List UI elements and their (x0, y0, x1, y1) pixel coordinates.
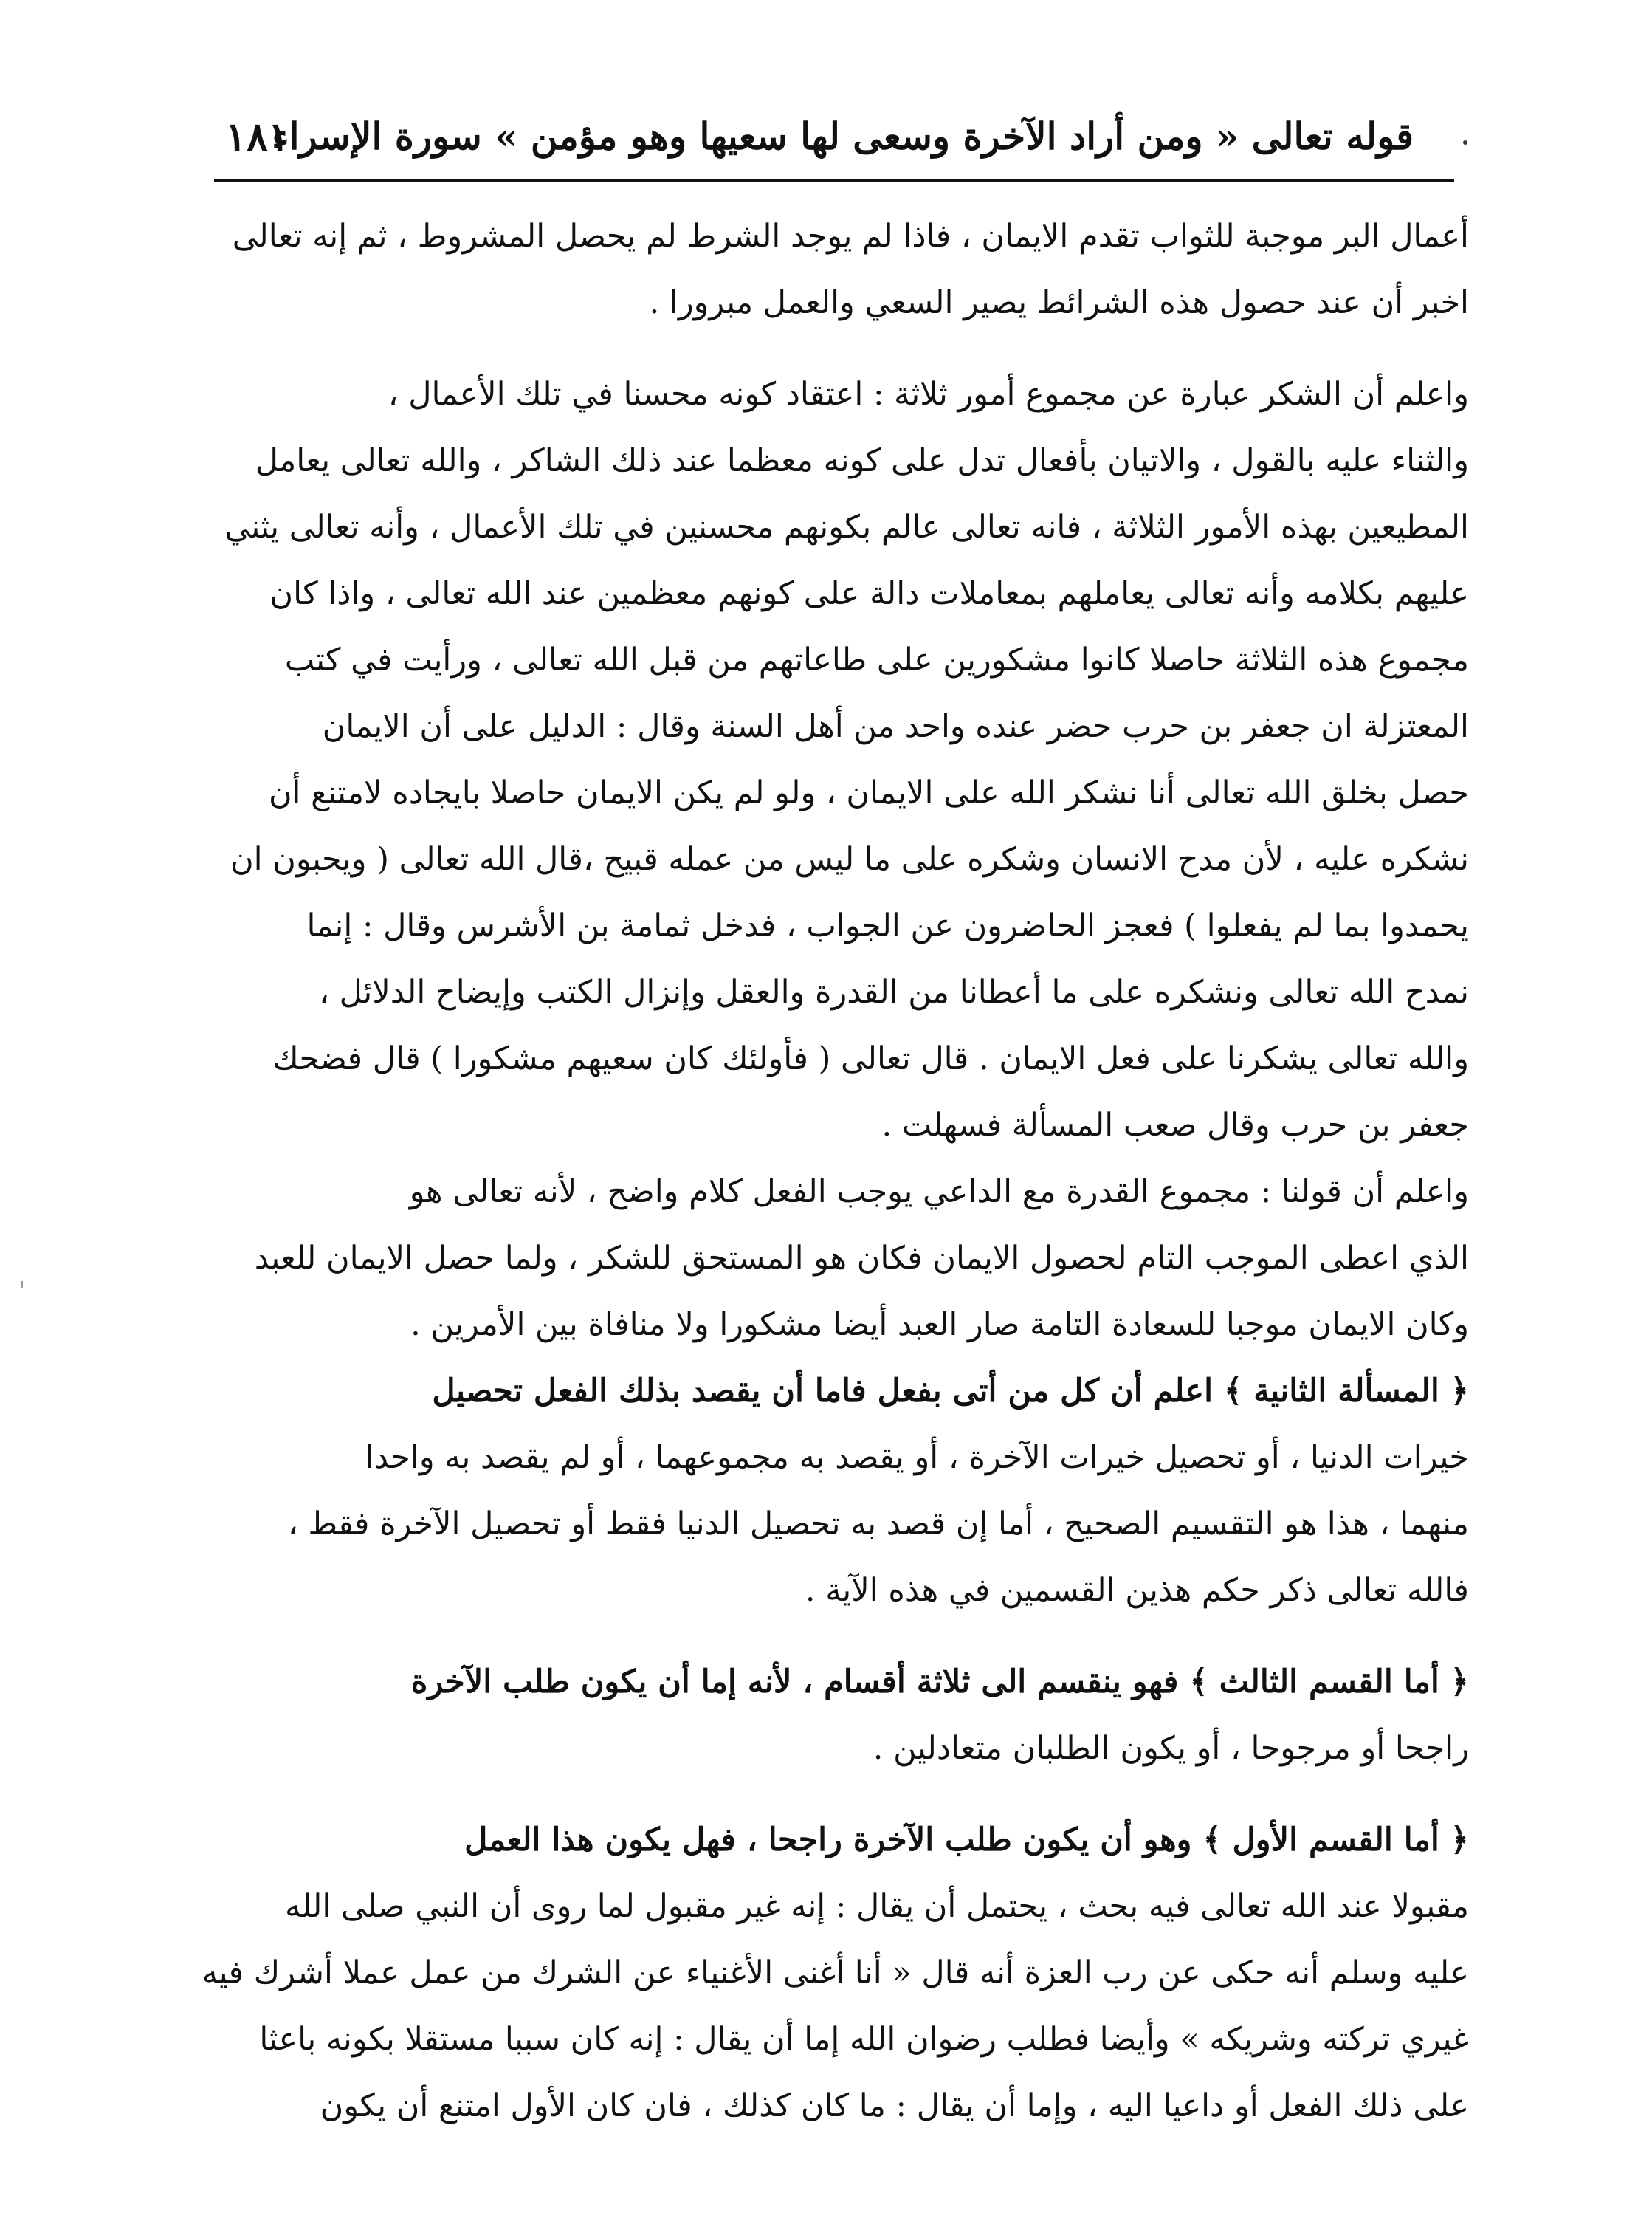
section-heading-line: ﴿ أما القسم الأول ﴾ وهو أن يكون طلب الآخرة راجحا ، فهل يكون هذا العمل (464, 1822, 1469, 1858)
text-line: اخبر أن عند حصول هذه الشرائط يصير السعي والعمل مبرورا . (649, 284, 1469, 321)
paragraph-4 (185, 1358, 1469, 1624)
page-number: ١٨١ (225, 113, 290, 160)
text-line: الذي اعطى الموجب التام لحصول الايمان فكان هو المستحق للشكر ، ولما حصل الايمان للعبد (254, 1240, 1469, 1277)
text-line: وكان الايمان موجبا للسعادة التامة صار العبد أيضا مشكورا ولا منافاة بين الأمرين . (410, 1306, 1469, 1343)
text-line: يحمدوا بما لم يفعلوا ) فعجز الحاضرون عن الجواب ، فدخل ثمامة بن الأشرس وقال : إنما (306, 907, 1469, 944)
text-line: راجحا أو مرجوحا ، أو يكون الطلبان متعادلين . (873, 1730, 1469, 1767)
text-line: المعتزلة ان جعفر بن حرب حضر عنده واحد من أهل السنة وقال : الدليل على أن الايمان (322, 708, 1469, 745)
text-line: عليهم بكلامه وأنه تعالى يعاملهم بمعاملات دالة على كونهم معظمين عند الله تعالى ، واذا كان (269, 575, 1469, 612)
text-line: واعلم أن قولنا : مجموع القدرة مع الداعي يوجب الفعل كلام واضح ، لأنه تعالى هو (409, 1173, 1469, 1210)
text-line: عليه وسلم أنه حكى عن رب العزة أنه قال « أنا أغنى الأغنياء عن الشرك من عمل عملا أشرك فيه (202, 1954, 1469, 1991)
ink-dot (1463, 140, 1467, 145)
text-line: أعمال البر موجبة للثواب تقدم الايمان ، فاذا لم يوجد الشرط لم يحصل المشروط ، ثم إنه تعالى (232, 218, 1469, 255)
text-line: جعفر بن حرب وقال صعب المسألة فسهلت . (881, 1107, 1469, 1144)
section-heading-line: ﴿ أما القسم الثالث ﴾ فهو ينقسم الى ثلاثة أقسام ، لأنه إما أن يكون طلب الآخرة (410, 1664, 1469, 1700)
text-line: والثناء عليه بالقول ، والاتيان بأفعال تدل على كونه معظما عند ذلك الشاكر ، والله تعالى يعامل (255, 442, 1469, 479)
paragraph-3 (185, 1158, 1469, 1358)
scan-mark (21, 1281, 23, 1288)
text-line: نشكره عليه ، لأن مدح الانسان وشكره على ما ليس من عمله قبيح ،قال الله تعالى ( ويحبون ان (230, 841, 1469, 878)
header-divider (214, 179, 1454, 182)
paragraph-6 (185, 1807, 1469, 2139)
page-body (185, 203, 1469, 2164)
running-title: قوله تعالى « ومن أراد الآخرة وسعى لها سعيها وهو مؤمن » سورة الإسراء (272, 114, 1414, 158)
paragraph-2 (185, 361, 1469, 1158)
text-line: مقبولا عند الله تعالى فيه بحث ، يحتمل أن يقال : إنه غير مقبول لما روى أن النبي صلى الله (284, 1888, 1469, 1925)
text-line: حصل بخلق الله تعالى أنا نشكر الله على الايمان ، ولو لم يكن الايمان حاصلا بايجاده لامتنع أن (268, 775, 1469, 811)
text-line: المطيعين بهذه الأمور الثلاثة ، فانه تعالى عالم بكونهم محسنين في تلك الأعمال ، وأنه تعالى يثني (224, 509, 1469, 546)
text-line: على ذلك الفعل أو داعيا اليه ، وإما أن يقال : ما كان كذلك ، فان كان الأول امتنع أن يكون (320, 2087, 1469, 2124)
section-heading-line: ﴿ المسألة الثانية ﴾ اعلم أن كل من أتى بفعل فاما أن يقصد بذلك الفعل تحصيل (432, 1373, 1469, 1410)
text-line: منهما ، هذا هو التقسيم الصحيح ، أما إن قصد به تحصيل الدنيا فقط أو تحصيل الآخرة فقط ، (287, 1506, 1469, 1542)
text-line: خيرات الدنيا ، أو تحصيل خيرات الآخرة ، أو يقصد به مجموعهما ، أو لم يقصد به واحدا (365, 1439, 1469, 1476)
text-line: مجموع هذه الثلاثة حاصلا كانوا مشكورين على طاعاتهم من قبل الله تعالى ، ورأيت في كتب (284, 642, 1469, 679)
text-line: فالله تعالى ذكر حكم هذين القسمين في هذه الآية . (805, 1572, 1469, 1609)
paragraph-1 (185, 203, 1469, 336)
text-line: والله تعالى يشكرنا على فعل الايمان . قال تعالى ( فأولئك كان سعيهم مشكورا ) قال فضحك (272, 1040, 1469, 1077)
text-line: واعلم أن الشكر عبارة عن مجموع أمور ثلاثة : اعتقاد كونه محسنا في تلك الأعمال ، (388, 376, 1469, 413)
text-line: نمدح الله تعالى ونشكره على ما أعطانا من القدرة والعقل وإنزال الكتب وإيضاح الدلائل ، (319, 974, 1469, 1011)
text-line: غيري تركته وشريكه » وأيضا فطلب رضوان الله إما أن يقال : إنه كان سببا مستقلا بكونه باعثا (259, 2021, 1469, 2058)
paragraph-5 (185, 1649, 1469, 1782)
page-header (210, 103, 1465, 170)
